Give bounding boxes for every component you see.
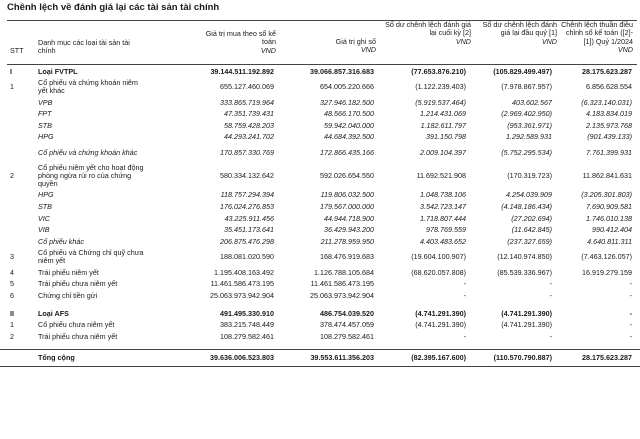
cell-end-balance: 1.182.611.797 <box>420 120 466 130</box>
row-label: STB <box>38 120 52 130</box>
row-number <box>0 236 36 248</box>
cell-start-balance: (5.752.295.534) <box>501 147 552 157</box>
table-row <box>0 225 640 237</box>
table-row <box>0 213 640 225</box>
cell-net-difference: (6.323.140.031) <box>581 97 632 107</box>
cell-book-value: 592.026.654.550 <box>320 171 374 181</box>
table-row <box>0 163 640 190</box>
cell-purchase-value: 383.215.748.449 <box>220 320 274 330</box>
table-row <box>0 120 640 132</box>
header-book-value-unit: VND <box>360 45 376 55</box>
cell-purchase-value: 39.636.006.523.803 <box>148 349 276 366</box>
cell-end-balance: 391.150.798 <box>426 132 466 142</box>
row-label: VIC <box>38 213 50 223</box>
cell-purchase-value: 655.127.460.069 <box>220 82 274 92</box>
table-row <box>0 267 640 279</box>
row-label: HPG <box>38 132 54 142</box>
cell-net-difference: 11.862.841.631 <box>582 171 632 181</box>
header-purchase-value-label: Giá trị mua theo sổ kế toán <box>205 29 276 47</box>
cell-net-difference: 1.746.010.138 <box>586 213 632 223</box>
header-bottom-rule <box>7 64 637 65</box>
cell-purchase-value: 35.451.173.641 <box>224 225 274 235</box>
cell-net-difference: - <box>629 331 632 341</box>
row-label: Chứng chỉ tiền gửi <box>38 290 98 300</box>
table-row <box>0 190 640 202</box>
header-net-difference-unit: VND <box>617 44 633 54</box>
header-net-difference <box>557 21 633 54</box>
cell-book-value: 108.279.582.461 <box>320 331 374 341</box>
cell-net-difference: 28.175.623.287 <box>557 349 640 366</box>
row-number: 5 <box>10 279 14 289</box>
cell-net-difference: 990.412.404 <box>592 225 632 235</box>
row-number: 1 <box>10 82 14 92</box>
row-label: Cổ phiếu và chứng khoán khác <box>38 147 138 157</box>
cell-end-balance: 978.769.559 <box>426 225 466 235</box>
cell-book-value: 1.126.788.105.684 <box>314 267 374 277</box>
cell-net-difference: 7.761.399.931 <box>586 147 632 157</box>
row-label: Cổ phiếu chưa niêm yết <box>38 320 115 330</box>
row-label: Loại FVTPL <box>38 66 78 76</box>
header-net-difference-label: Chênh lệch thuần điều chỉnh sổ kế toán ([2]-[1]) Quý 1/2024 <box>561 20 633 46</box>
cell-start-balance: (4.741.291.390) <box>501 320 552 330</box>
cell-end-balance: 4.403.483.652 <box>420 236 466 246</box>
cell-start-balance: (85.539.336.967) <box>497 267 552 277</box>
cell-book-value: 39.553.611.356.203 <box>276 349 376 366</box>
cell-start-balance: 1.292.589.931 <box>506 132 552 142</box>
row-number <box>0 225 36 237</box>
cell-book-value: 179.567.000.000 <box>320 201 374 211</box>
cell-start-balance: (7.978.867.957) <box>501 82 552 92</box>
cell-net-difference: 28.175.623.287 <box>582 66 632 76</box>
row-number: I <box>10 66 12 76</box>
cell-net-difference: 4.183.834.019 <box>586 109 632 119</box>
cell-start-balance: - <box>549 331 552 341</box>
cell-start-balance: (2.969.402.950) <box>501 109 552 119</box>
cell-start-balance: - <box>549 279 552 289</box>
header-book-value <box>276 38 376 55</box>
row-label: VPB <box>38 97 53 107</box>
cell-end-balance: (4.741.291.390) <box>415 320 466 330</box>
table-row <box>0 331 640 343</box>
cell-net-difference: (7.463.126.057) <box>581 252 632 262</box>
cell-purchase-value: 58.759.428.203 <box>224 120 274 130</box>
row-label: Trái phiếu niêm yết <box>38 267 99 277</box>
header-start-balance-label: Số dư chênh lệch đánh giá lại đầu quý [1] <box>482 20 557 38</box>
cell-end-balance: (5.919.537.464) <box>415 97 466 107</box>
cell-book-value: 211.278.959.950 <box>320 236 374 246</box>
cell-start-balance: (4.741.291.390) <box>501 308 552 318</box>
cell-purchase-value: 1.195.408.163.492 <box>214 267 274 277</box>
cell-book-value: 11.461.586.473.195 <box>310 279 374 289</box>
table-body <box>0 66 640 366</box>
cell-end-balance: 1.048.738.106 <box>420 190 466 200</box>
header-purchase-value-unit: VND <box>260 45 276 55</box>
cell-purchase-value: 11.461.586.473.195 <box>210 279 274 289</box>
row-number: 2 <box>10 331 14 341</box>
cell-start-balance: (11.642.845) <box>511 225 552 235</box>
cell-net-difference: 7.690.909.581 <box>586 201 632 211</box>
table-row <box>0 66 640 78</box>
table-row <box>0 290 640 302</box>
row-number: 2 <box>10 171 14 181</box>
table-row <box>0 308 640 320</box>
row-number: II <box>10 308 14 318</box>
cell-start-balance: (110.570.790.887) <box>471 349 557 366</box>
row-number: 6 <box>10 290 14 300</box>
cell-end-balance: (68.620.057.808) <box>411 267 466 277</box>
cell-end-balance: - <box>463 290 466 300</box>
cell-start-balance: - <box>549 290 552 300</box>
row-label: Loại AFS <box>38 308 69 318</box>
cell-book-value: 486.754.039.520 <box>320 308 374 318</box>
row-label: FPT <box>38 109 52 119</box>
cell-start-balance: (27.202.694) <box>511 213 552 223</box>
cell-net-difference: 2.135.973.768 <box>586 120 632 130</box>
row-label: STB <box>38 201 52 211</box>
row-number <box>0 143 36 162</box>
row-number <box>0 120 36 132</box>
cell-end-balance: 2.009.104.397 <box>420 147 466 157</box>
row-number <box>0 132 36 144</box>
cell-book-value: 44.944.718.900 <box>324 213 374 223</box>
cell-net-difference: 16.919.279.159 <box>582 267 632 277</box>
cell-start-balance: (170.319.723) <box>507 171 552 181</box>
header-book-value-label: Giá trị ghi sổ <box>335 37 376 46</box>
table-row <box>0 248 640 267</box>
cell-book-value: 48.566.170.500 <box>324 109 374 119</box>
cell-end-balance: (1.122.239.403) <box>415 82 466 92</box>
cell-purchase-value: 43.225.911.456 <box>224 213 274 223</box>
row-label: Cổ phiếu và chứng khoán niêm yết khác <box>38 77 138 96</box>
row-number <box>0 213 36 225</box>
cell-net-difference: (3.205.301.803) <box>581 190 632 200</box>
row-number <box>0 349 36 366</box>
cell-end-balance: (19.604.100.907) <box>411 252 466 262</box>
document-title: Chênh lệch về đánh giá lại các tài sản tài chính <box>7 2 220 13</box>
row-label: Cổ phiếu khác <box>38 236 84 246</box>
row-number: 4 <box>10 267 14 277</box>
cell-end-balance: (82.395.167.600) <box>376 349 471 366</box>
row-number <box>0 109 36 121</box>
cell-purchase-value: 491.495.330.910 <box>220 308 274 318</box>
cell-purchase-value: 118.757.294.394 <box>220 190 274 200</box>
row-label: Trái phiếu chưa niêm yết <box>38 279 118 289</box>
cell-purchase-value: 333.865.719.964 <box>220 97 274 107</box>
cell-purchase-value: 39.144.511.192.892 <box>210 66 274 76</box>
header-top-rule <box>7 20 637 21</box>
cell-book-value: 119.806.032.500 <box>320 190 374 200</box>
row-label: VIB <box>38 225 50 235</box>
cell-purchase-value: 108.279.582.461 <box>220 331 274 341</box>
cell-purchase-value: 170.857.330.769 <box>220 147 274 157</box>
cell-start-balance: 403.602.567 <box>512 97 552 107</box>
row-label: Cổ phiếu niêm yết cho hoạt động phòng ngừa rủi ro của chứng quyền <box>38 162 144 189</box>
header-end-balance-unit: VND <box>455 36 471 46</box>
table-row <box>0 236 640 248</box>
cell-end-balance: 3.542.723.147 <box>420 201 466 211</box>
cell-end-balance: 1.718.807.444 <box>420 213 466 223</box>
cell-book-value: 172.866.435.166 <box>320 147 374 157</box>
header-end-balance <box>376 21 471 46</box>
table-row <box>0 97 640 109</box>
cell-start-balance: (4.148.186.434) <box>501 201 552 211</box>
cell-net-difference: - <box>629 308 632 318</box>
table-row <box>0 109 640 121</box>
cell-purchase-value: 188.081.020.590 <box>220 252 274 262</box>
header-start-balance-unit: VND <box>541 36 557 46</box>
cell-book-value: 59.942.040.000 <box>324 120 374 130</box>
cell-purchase-value: 25.063.973.942.904 <box>210 290 274 300</box>
cell-book-value: 378.474.457.059 <box>320 320 374 330</box>
cell-net-difference: - <box>629 320 632 330</box>
cell-purchase-value: 206.875.476.298 <box>220 236 274 246</box>
table-row <box>0 201 640 213</box>
cell-book-value: 654.005.220.666 <box>320 82 374 92</box>
cell-purchase-value: 176.024.276.853 <box>220 201 274 211</box>
cell-net-difference: 6.856.628.554 <box>586 82 632 92</box>
cell-purchase-value: 47.351.739.431 <box>224 109 274 119</box>
cell-start-balance: (12.140.974.850) <box>497 252 552 262</box>
row-number <box>0 201 36 213</box>
total-row <box>0 349 640 366</box>
cell-start-balance: 4.254.039.909 <box>506 190 552 200</box>
cell-net-difference: 4.640.811.311 <box>587 236 632 246</box>
row-label: Trái phiếu chưa niêm yết <box>38 331 118 341</box>
cell-net-difference: - <box>629 279 632 289</box>
cell-book-value: 25.063.973.942.904 <box>310 290 374 300</box>
row-number: 1 <box>10 320 14 330</box>
cell-net-difference: (901.439.133) <box>587 132 632 142</box>
cell-end-balance: 1.214.431.069 <box>420 109 466 119</box>
cell-end-balance: (4.741.291.390) <box>415 308 466 318</box>
row-label: HPG <box>38 190 54 200</box>
row-label: Tổng cộng <box>36 349 148 366</box>
cell-book-value: 36.429.943.200 <box>324 225 374 235</box>
cell-purchase-value: 44.293.241.702 <box>224 132 274 142</box>
header-purchase-value <box>150 30 276 55</box>
table-row <box>0 132 640 144</box>
row-label: Cổ phiếu và Chứng chỉ quỹ chưa niêm yết <box>38 248 144 266</box>
cell-start-balance: (105.829.499.497) <box>493 66 552 76</box>
row-number: 3 <box>10 252 14 262</box>
row-number <box>0 190 36 202</box>
header-category: Danh mục các loại tài sản tài chính <box>38 38 130 56</box>
table-row <box>0 143 640 162</box>
cell-end-balance: - <box>463 279 466 289</box>
cell-end-balance: 11.692.521.908 <box>416 171 466 181</box>
cell-purchase-value: 580.334.132.642 <box>220 171 274 181</box>
table-row <box>0 319 640 331</box>
cell-book-value: 44.684.392.500 <box>324 132 374 142</box>
table-row <box>0 279 640 291</box>
header-end-balance-label: Số dư chênh lệch đánh giá lại cuối kỳ [2] <box>385 20 471 38</box>
cell-start-balance: (953.361.971) <box>507 120 552 130</box>
cell-book-value: 168.476.919.683 <box>320 252 374 262</box>
cell-net-difference: - <box>629 290 632 300</box>
cell-book-value: 39.066.857.316.683 <box>310 66 374 76</box>
cell-end-balance: (77.653.876.210) <box>411 66 466 76</box>
financial-assets-table <box>0 66 640 367</box>
cell-book-value: 327.946.182.500 <box>320 97 374 107</box>
table-row <box>0 78 640 97</box>
cell-end-balance: - <box>463 331 466 341</box>
header-stt: STT <box>10 46 24 55</box>
row-number <box>0 97 36 109</box>
header-start-balance <box>471 21 557 46</box>
cell-start-balance: (237.327.659) <box>507 236 552 246</box>
